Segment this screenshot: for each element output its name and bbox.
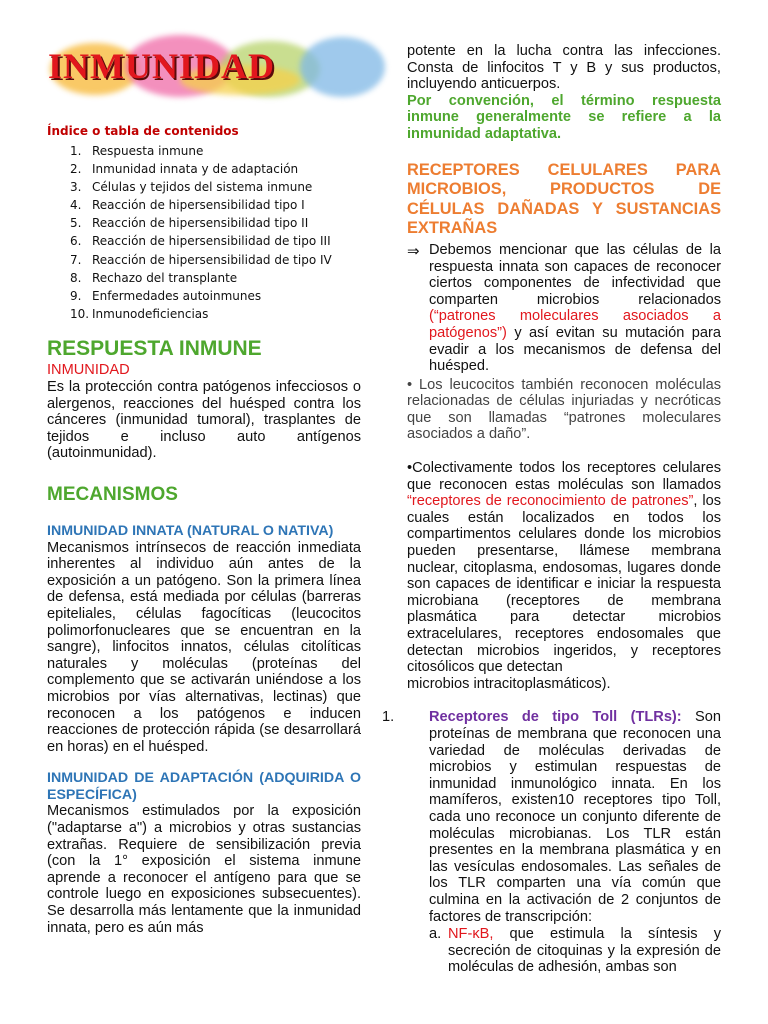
toc-item: 6. Reacción de hipersensibilidad de tipo III [70, 234, 331, 249]
section-heading-respuesta: RESPUESTA INMUNE [47, 337, 262, 360]
adaptacion-heading: INMUNIDAD DE ADAPTACIÓN (ADQUIRIDA O ESPECÍFICA) [47, 770, 361, 803]
bullet-colectivamente-end: microbios intracitoplasmáticos). [407, 675, 611, 692]
tlr-subitem-a [429, 926, 721, 976]
respuesta-paragraph: Es la protección contra patógenos infecciosos o alergenos, reacciones del huésped contra los cánceres (inmunidad tumoral), trasplantes de tejidos e incluso auto antígenos (autoinmunidad). [47, 379, 361, 462]
toc-item: 7. Reacción de hipersensibilidad de tipo IV [70, 252, 332, 267]
toc-item: 2. Inmunidad innata y de adaptación [70, 162, 299, 177]
bullet-leucocitos: • Los leucocitos también reconocen moléculas relacionadas de células injuriadas y necróticas que son llamadas “patrones moleculares asociados a daño”. [407, 376, 721, 443]
receptores-heading: RECEPTORES CELULARES PARA MICROBIOS, PRODUCTOS DE CÉLULAS DAÑADAS Y SUSTANCIAS EXTRAÑAS [407, 160, 721, 238]
adaptacion-paragraph: Mecanismos estimulados por la exposición ("adaptarse a") a microbios y otras sustancias extrañas. Requiere de sensibilización previa (con la 1° exposición el sistema inmune aprende a reconocer el antígeno para que se controle luego en exposiciones subsecuentes). Se desarrolla más lentamente que la inmunidad innata, pero es aún más [47, 803, 361, 936]
tlr-item [382, 709, 721, 976]
tlr-number: 1. [382, 709, 395, 726]
title-banner [30, 25, 390, 115]
bullet-colectivamente: •Colectivamente todos los receptores celulares que reconocen estas moléculas son llamados “receptores de reconocimiento de patrones”, los cuales están localizados en todos los compartimentos celulares donde los microbios pueden presentarse, llámese membrana nuclear, citoplasma, endosomas, lugares donde son capaces de identificar e iniciar la respuesta microbiana (receptores de membrana plasmática para detectar microbios extracelulares, receptores endosomales que detectan microbios ingeridos, y receptores citosólicos que detectan [407, 460, 721, 676]
page-title: INMUNIDAD [48, 46, 275, 86]
innata-heading: INMUNIDAD INNATA (NATURAL O NATIVA) [47, 522, 334, 539]
convencion-paragraph: Por convención, el término respuesta inmune generalmente se refiere a la inmunidad adaptativa. [407, 92, 721, 142]
toc-item: 3. Células y tejidos del sistema inmune [70, 180, 313, 195]
nfkb-paragraph: NF-κB, que estimula la síntesis y secreción de citoquinas y la expresión de moléculas de adhesión, ambas son [448, 926, 721, 976]
splash-decoration [300, 37, 385, 97]
toc-item: 1. Respuesta inmune [70, 144, 204, 158]
arrow-paragraph: Debemos mencionar que las células de la respuesta innata son capaces de reconocer ciertos componentes de infectividad que comparten microbios relacionados (“patrones moleculares asociados a patógenos”) y así evitan su mutación para evadir a los mecanismos de defensa del huésped. [429, 241, 721, 375]
toc-heading: Índice o tabla de contenidos [47, 124, 239, 138]
continued-paragraph: potente en la lucha contra las infecciones. Consta de linfocitos T y B y sus productos, incluyendo anticuerpos. [407, 43, 721, 93]
toc-item: 10. Inmunodeficiencias [70, 306, 209, 321]
subitem-marker: a. [429, 926, 442, 943]
toc-item: 9. Enfermedades autoinmunes [70, 288, 262, 303]
toc-item: 4. Reacción de hipersensibilidad tipo I [70, 198, 305, 213]
toc-item: 5. Reacción de hipersensibilidad tipo II [70, 216, 309, 231]
toc-list [70, 142, 332, 323]
subheading-inmunidad: INMUNIDAD [47, 362, 130, 378]
tlr-paragraph: Receptores de tipo Toll (TLRs): Son proteínas de membrana que reconocen una variedad de moléculas derivadas de microbios y estimulan respuestas de inmunidad inmunológico innata. En los mamíferos, existen10 receptores tipo Toll, cada uno reconoce un conjunto diferente de moléculas microbianas. Los TLR están presentes en la membrana plasmática y en las vesículas endosomales. Las señales de los TLR comparten una vía común que culmina en la activación de 2 conjuntos de factores de transcripción: [429, 709, 721, 925]
section-heading-mecanismos: MECANISMOS [47, 483, 178, 505]
arrow-item [407, 242, 721, 375]
innata-paragraph: Mecanismos intrínsecos de reacción inmediata inherentes al individuo aún antes de la exposición a un patógeno. Son la primera línea de defensa, está mediada por células (barreras epiteliales, células fagocíticas (leucocitos polimorfonucleares que se encuentran en la sangre), linfocitos innatos, células citolíticas naturales y moléculas (proteínas del complemento que se activarán uniéndose a los microbios por vías alternativas, lectinas) que reconocen a los patógenos e inducen reacciones de protección rápida (se desarrollará en horas) en el huésped. [47, 539, 361, 755]
arrow-icon: ⇒ [407, 242, 420, 260]
left-column [47, 336, 361, 936]
toc-item: 8. Rechazo del transplante [70, 270, 238, 285]
right-column [382, 43, 721, 976]
